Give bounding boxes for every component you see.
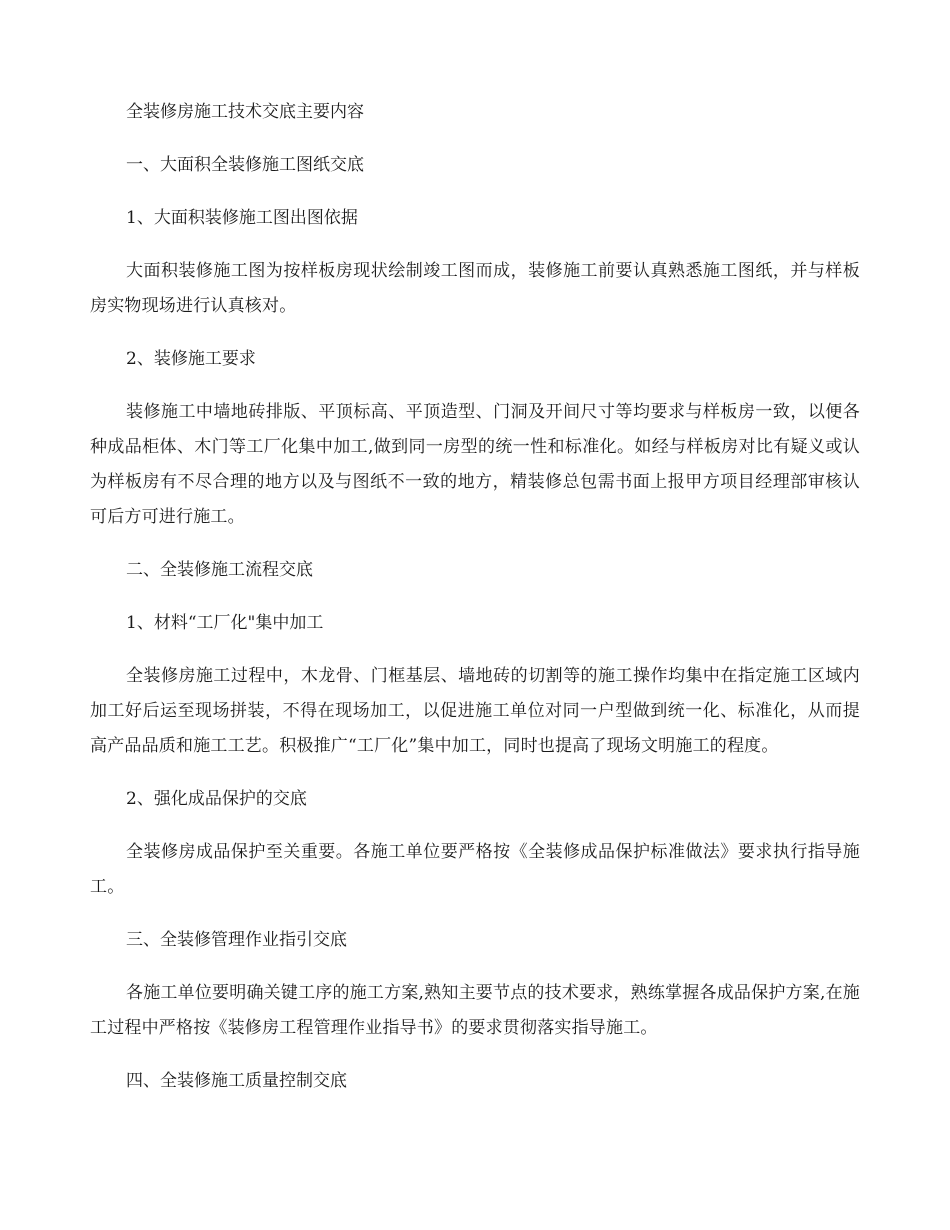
body-paragraph: 全装修房施工过程中，木龙骨、门框基层、墙地砖的切割等的施工操作均集中在指定施工区域内加工好后运至现场拼装，不得在现场加工，以促进施工单位对同一户型做到统一化、标准化，从而提高产品品质和施工工艺。积极推广“工厂化”集中加工，同时也提高了现场文明施工的程度。 <box>90 666 860 756</box>
subsection-heading-2-2: 2、强化成品保护的交底 <box>126 789 307 809</box>
section-heading-3: 三、全装修管理作业指引交底 <box>126 930 347 950</box>
subsection-heading-1-1: 1、大面积装修施工图出图依据 <box>126 208 358 228</box>
body-paragraph: 各施工单位要明确关键工序的施工方案,熟知主要节点的技术要求，熟练掌握各成品保护方案,在施工过程中严格按《装修房工程管理作业指导书》的要求贯彻落实指导施工。 <box>90 983 860 1038</box>
subsection-heading-2-1: 1、材料“工厂化"集中加工 <box>126 613 324 633</box>
body-paragraph: 大面积装修施工图为按样板房现状绘制竣工图而成，装修施工前要认真熟悉施工图纸，并与样板房实物现场进行认真核对。 <box>90 261 860 316</box>
body-paragraph: 装修施工中墙地砖排版、平顶标高、平顶造型、门洞及开间尺寸等均要求与样板房一致，以便各种成品柜体、木门等工厂化集中加工,做到同一房型的统一性和标准化。如经与样板房对比有疑义或认为样板房有不尽合理的地方以及与图纸不一致的地方，精装修总包需书面上报甲方项目经理部审核认可后方可进行施工。 <box>90 402 860 527</box>
section-heading-2: 二、全装修施工流程交底 <box>126 560 313 580</box>
body-paragraph: 全装修房成品保护至关重要。各施工单位要严格按《全装修成品保护标准做法》要求执行指导施工。 <box>90 842 860 897</box>
section-heading-4: 四、全装修施工质量控制交底 <box>126 1071 347 1091</box>
document-page <box>90 95 860 1117</box>
section-heading-1: 一、大面积全装修施工图纸交底 <box>126 155 364 175</box>
document-title: 全装修房施工技术交底主要内容 <box>126 102 364 122</box>
subsection-heading-1-2: 2、装修施工要求 <box>126 349 256 369</box>
